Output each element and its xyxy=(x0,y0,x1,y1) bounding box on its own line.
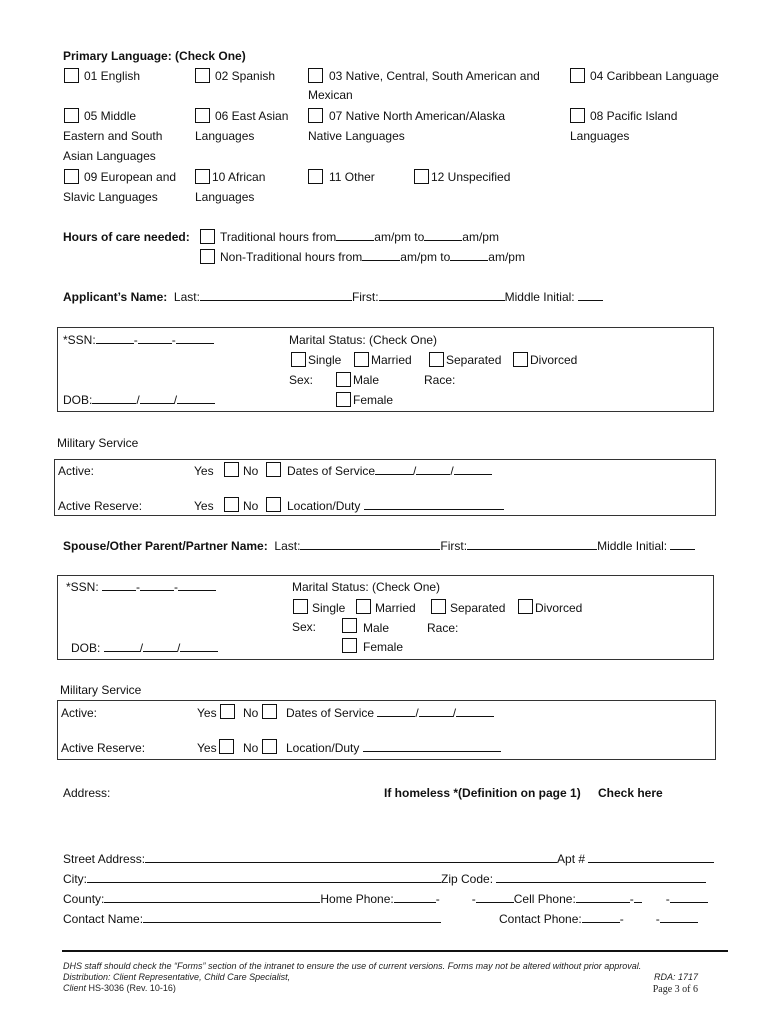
contact-phone-1[interactable] xyxy=(582,911,620,923)
spouse-single-label: Single xyxy=(312,601,346,615)
language-option-english: 01 English xyxy=(84,69,141,83)
spouse-ssn-line: *SSN: - - xyxy=(66,579,216,595)
checkbox-other[interactable] xyxy=(308,169,323,184)
checkbox-native-central[interactable] xyxy=(308,68,323,83)
military2-reserve-yes-label: Yes xyxy=(197,741,217,755)
apt-field[interactable] xyxy=(588,851,714,863)
applicant-dob-day[interactable] xyxy=(140,392,174,404)
spouse-dob-month[interactable] xyxy=(104,640,140,652)
spouse-female-checkbox[interactable] xyxy=(342,638,357,653)
military1-location-field[interactable] xyxy=(364,498,504,510)
military1-active-yes-checkbox[interactable] xyxy=(224,462,239,477)
spouse-married-label: Married xyxy=(375,601,416,615)
military1-reserve-yes-label: Yes xyxy=(194,499,214,513)
applicant-dob-line: DOB: / / xyxy=(63,392,215,408)
spouse-ssn-1[interactable] xyxy=(102,579,136,591)
spouse-marital-label: Marital Status: (Check One) xyxy=(292,580,441,594)
applicant-race-label: Race: xyxy=(424,373,456,387)
city-line: City: Zip Code: xyxy=(63,871,706,887)
nontraditional-to-field[interactable] xyxy=(450,249,488,261)
military2-reserve-no-checkbox[interactable] xyxy=(262,739,277,754)
language-option-native-north: 07 Native North American/Alaska xyxy=(329,109,506,123)
applicant-separated-label: Separated xyxy=(446,353,502,367)
applicant-divorced-checkbox[interactable] xyxy=(513,352,528,367)
nontraditional-from-field[interactable] xyxy=(362,249,400,261)
street-address-line: Street Address: Apt # xyxy=(63,851,714,867)
applicant-single-checkbox[interactable] xyxy=(291,352,306,367)
military2-active-label: Active: xyxy=(61,706,98,720)
language-heading: Primary Language: (Check One) xyxy=(63,49,246,63)
footer-distribution: Distribution: Client Representative, Child Care Specialist, xyxy=(63,972,291,982)
checkbox-east-asian[interactable] xyxy=(195,108,210,123)
checkbox-english[interactable] xyxy=(64,68,79,83)
applicant-single-label: Single xyxy=(308,353,342,367)
applicant-middle-field[interactable] xyxy=(578,289,603,301)
language-option-middle-eastern: 05 Middle xyxy=(84,109,137,123)
address-label: Address: xyxy=(63,786,111,800)
spouse-middle-field[interactable] xyxy=(670,538,695,550)
language-option-african: 10 African xyxy=(212,170,266,184)
military1-reserve-no-checkbox[interactable] xyxy=(266,497,281,512)
military1-date-1[interactable] xyxy=(375,463,413,475)
military1-active-yes-label: Yes xyxy=(194,464,214,478)
spouse-race-label: Race: xyxy=(427,621,459,635)
checkbox-caribbean[interactable] xyxy=(570,68,585,83)
applicant-dob-month[interactable] xyxy=(92,392,136,404)
checkbox-unspecified[interactable] xyxy=(414,169,429,184)
military2-location-line: Location/Duty xyxy=(286,740,501,756)
checkbox-pacific-island[interactable] xyxy=(570,108,585,123)
applicant-sex-label: Sex: xyxy=(289,373,314,387)
traditional-to-field[interactable] xyxy=(424,229,462,241)
zip-field[interactable] xyxy=(496,871,706,883)
military2-active-no-checkbox[interactable] xyxy=(262,704,277,719)
military1-reserve-yes-checkbox[interactable] xyxy=(224,497,239,512)
military1-reserve-label: Active Reserve: xyxy=(58,499,143,513)
military2-date-2[interactable] xyxy=(419,705,453,717)
street-address-field[interactable] xyxy=(145,851,557,863)
language-option-pacific-island-2: Languages xyxy=(570,129,630,143)
applicant-married-label: Married xyxy=(371,353,412,367)
spouse-ssn-3[interactable] xyxy=(178,579,216,591)
military1-date-3[interactable] xyxy=(454,463,492,475)
spouse-last-field[interactable] xyxy=(300,538,440,550)
spouse-single-checkbox[interactable] xyxy=(293,599,308,614)
checkbox-middle-eastern[interactable] xyxy=(64,108,79,123)
spouse-first-field[interactable] xyxy=(467,538,597,550)
military2-active-yes-checkbox[interactable] xyxy=(220,704,235,719)
language-option-spanish: 02 Spanish xyxy=(215,69,276,83)
military2-reserve-no-label: No xyxy=(243,741,259,755)
military1-reserve-no-label: No xyxy=(243,499,259,513)
military2-active-yes-label: Yes xyxy=(197,706,217,720)
applicant-married-checkbox[interactable] xyxy=(354,352,369,367)
spouse-separated-label: Separated xyxy=(450,601,506,615)
cell-phone-3[interactable] xyxy=(670,891,708,903)
cell-phone-2[interactable] xyxy=(634,891,642,903)
applicant-female-checkbox[interactable] xyxy=(336,392,351,407)
applicant-ssn-line: *SSN: - - xyxy=(63,332,214,348)
nontraditional-hours-line: Non-Traditional hours from am/pm to am/pm xyxy=(220,250,525,264)
language-option-pacific-island: 08 Pacific Island xyxy=(590,109,678,123)
language-option-middle-eastern-2: Eastern and South xyxy=(63,129,163,143)
footer-form-id: Client HS-3036 (Rev. 10-16) xyxy=(63,983,176,993)
spouse-dob-day[interactable] xyxy=(143,640,177,652)
language-option-native-central: 03 Native, Central, South American and xyxy=(329,69,540,83)
applicant-name-line: Applicant’s Name: Last: First: Middle Initial: xyxy=(63,289,603,305)
applicant-ssn-3[interactable] xyxy=(176,332,214,344)
military1-dates-line: Dates of Service / / xyxy=(287,463,492,479)
checkbox-native-north[interactable] xyxy=(308,108,323,123)
spouse-dob-year[interactable] xyxy=(180,640,218,652)
contact-name-line: Contact Name: xyxy=(63,911,441,927)
contact-phone-line: Contact Phone: - - xyxy=(499,911,698,927)
homeless-check-here[interactable]: Check here xyxy=(598,786,663,800)
language-option-other: 11 Other xyxy=(329,170,375,184)
checkbox-european[interactable] xyxy=(64,169,79,184)
military2-reserve-label: Active Reserve: xyxy=(61,741,146,755)
military2-date-1[interactable] xyxy=(377,705,415,717)
spouse-name-line: Spouse/Other Parent/Partner Name: Last: First: Middle Initial: xyxy=(63,538,695,554)
military-heading-1: Military Service xyxy=(57,436,139,450)
spouse-married-checkbox[interactable] xyxy=(356,599,371,614)
language-option-caribbean: 04 Caribbean Language xyxy=(590,69,719,83)
checkbox-african[interactable] xyxy=(195,169,210,184)
footer-notice: DHS staff should check the “Forms” section of the intranet to ensure the use of current versions. Forms may not be altered without prior approval. xyxy=(63,961,642,971)
checkbox-spanish[interactable] xyxy=(195,68,210,83)
spouse-divorced-label: Divorced xyxy=(535,601,583,615)
spouse-dob-line: DOB: / / xyxy=(71,640,218,656)
applicant-marital-label: Marital Status: (Check One) xyxy=(289,333,438,347)
spouse-female-label: Female xyxy=(363,640,404,654)
county-line: County: Home Phone: - - Cell Phone: - - xyxy=(63,891,708,907)
spouse-separated-checkbox[interactable] xyxy=(431,599,446,614)
footer-rule xyxy=(62,950,728,952)
military1-location-line: Location/Duty xyxy=(287,498,504,514)
cell-phone-1[interactable] xyxy=(576,891,630,903)
spouse-sex-label: Sex: xyxy=(292,620,317,634)
military1-active-no-label: No xyxy=(243,464,259,478)
footer-rda: RDA: 1717 xyxy=(653,972,698,982)
language-option-middle-eastern-3: Asian Languages xyxy=(63,149,156,163)
spouse-male-label: Male xyxy=(363,621,390,635)
applicant-female-label: Female xyxy=(353,393,394,407)
applicant-separated-checkbox[interactable] xyxy=(429,352,444,367)
applicant-male-checkbox[interactable] xyxy=(336,372,351,387)
home-phone-2[interactable] xyxy=(476,891,514,903)
military-heading-2: Military Service xyxy=(60,683,142,697)
military2-date-3[interactable] xyxy=(456,705,494,717)
county-field[interactable] xyxy=(104,891,320,903)
language-option-native-north-2: Native Languages xyxy=(308,129,405,143)
military1-active-label: Active: xyxy=(58,464,95,478)
language-option-east-asian-2: Languages xyxy=(195,129,255,143)
spouse-ssn-2[interactable] xyxy=(140,579,174,591)
military1-date-2[interactable] xyxy=(416,463,450,475)
spouse-male-checkbox[interactable] xyxy=(342,618,357,633)
language-option-native-central-cont: Mexican xyxy=(308,88,353,102)
hours-label: Hours of care needed: xyxy=(63,230,190,244)
language-option-african-2: Languages xyxy=(195,190,255,204)
military2-location-field[interactable] xyxy=(363,740,501,752)
language-option-unspecified: 12 Unspecified xyxy=(431,170,511,184)
spouse-divorced-checkbox[interactable] xyxy=(518,599,533,614)
applicant-dob-year[interactable] xyxy=(177,392,215,404)
traditional-from-field[interactable] xyxy=(336,229,374,241)
applicant-ssn-1[interactable] xyxy=(96,332,134,344)
city-field[interactable] xyxy=(87,871,441,883)
military1-active-no-checkbox[interactable] xyxy=(266,462,281,477)
language-option-european-2: Slavic Languages xyxy=(63,190,158,204)
contact-phone-2[interactable] xyxy=(660,911,698,923)
applicant-last-field[interactable] xyxy=(200,289,352,301)
applicant-divorced-label: Divorced xyxy=(530,353,578,367)
home-phone-1[interactable] xyxy=(394,891,436,903)
traditional-hours-line: Traditional hours from am/pm to am/pm xyxy=(220,230,499,244)
applicant-ssn-2[interactable] xyxy=(138,332,172,344)
homeless-label: If homeless *(Definition on page 1) xyxy=(384,786,581,800)
applicant-first-field[interactable] xyxy=(379,289,505,301)
footer-page-number: Page 3 of 6 xyxy=(652,984,698,995)
military2-reserve-yes-checkbox[interactable] xyxy=(219,739,234,754)
military2-active-no-label: No xyxy=(243,706,259,720)
language-option-european: 09 European and xyxy=(84,170,177,184)
language-option-east-asian: 06 East Asian xyxy=(215,109,289,123)
checkbox-nontraditional-hours[interactable] xyxy=(200,249,215,264)
checkbox-traditional-hours[interactable] xyxy=(200,229,215,244)
contact-name-field[interactable] xyxy=(143,911,441,923)
military2-dates-line: Dates of Service / / xyxy=(286,705,494,721)
applicant-male-label: Male xyxy=(353,373,380,387)
